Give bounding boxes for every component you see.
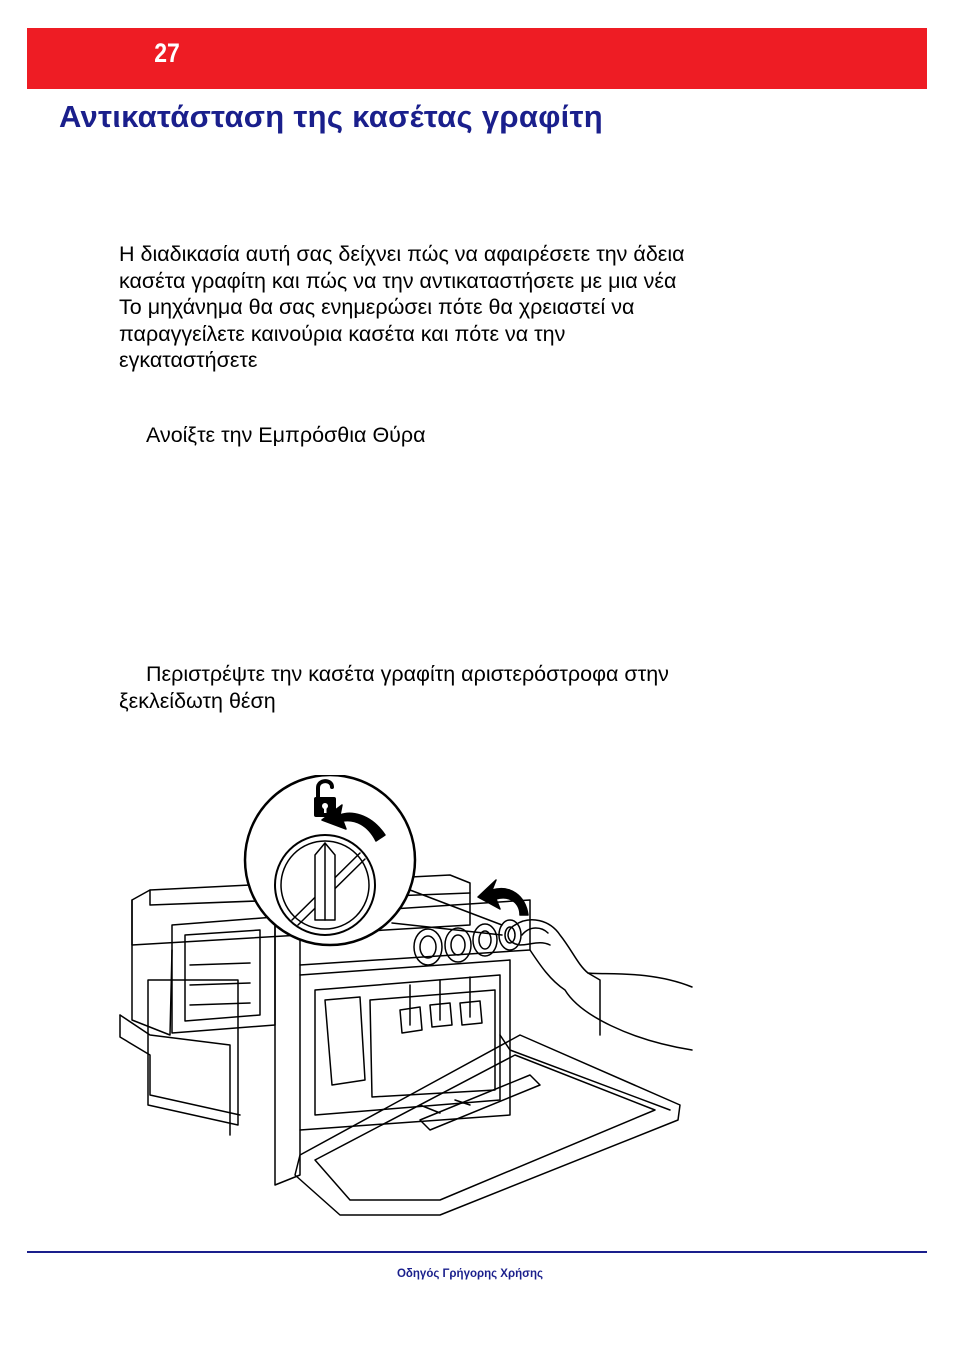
footer-text: Οδηγός Γρήγορης Χρήσης [396,1268,543,1280]
magnified-callout [245,775,502,945]
printer-illustration [110,775,710,1235]
rotate-arrow-icon [478,880,528,915]
step-rotate-cartridge [119,661,839,714]
step-text: ξεκλείδωτη θέση [119,688,276,713]
front-door [295,1035,680,1215]
intro-line: εγκαταστήσετε [119,348,258,372]
step-open-front-door [146,422,426,449]
hand [508,920,692,1050]
intro-line: Η διαδικασία αυτή σας δείχνει πώς να αφαιρέσετε την άδεια [119,242,685,266]
step-text: Ανοίξτε την Εμπρόσθια Θύρα [146,423,426,447]
page-number: 27 [154,38,180,68]
intro-line: κασέτα γραφίτη και πώς να την αντικαταστήσετε με μια νέα [119,268,677,293]
intro-line: παραγγείλετε καινούρια κασέτα και πότε να την [119,321,566,346]
intro-paragraph [119,241,839,374]
header-bar [27,28,927,89]
intro-line: Το μηχάνημα θα σας ενημερώσει πότε θα χρειαστεί να [119,295,635,319]
step-text: Περιστρέψτε την κασέτα γραφίτη αριστερόστροφα στην [146,662,669,686]
page-title: Αντικατάσταση της κασέτας γραφίτη [59,99,603,134]
footer-rule [27,1251,927,1253]
